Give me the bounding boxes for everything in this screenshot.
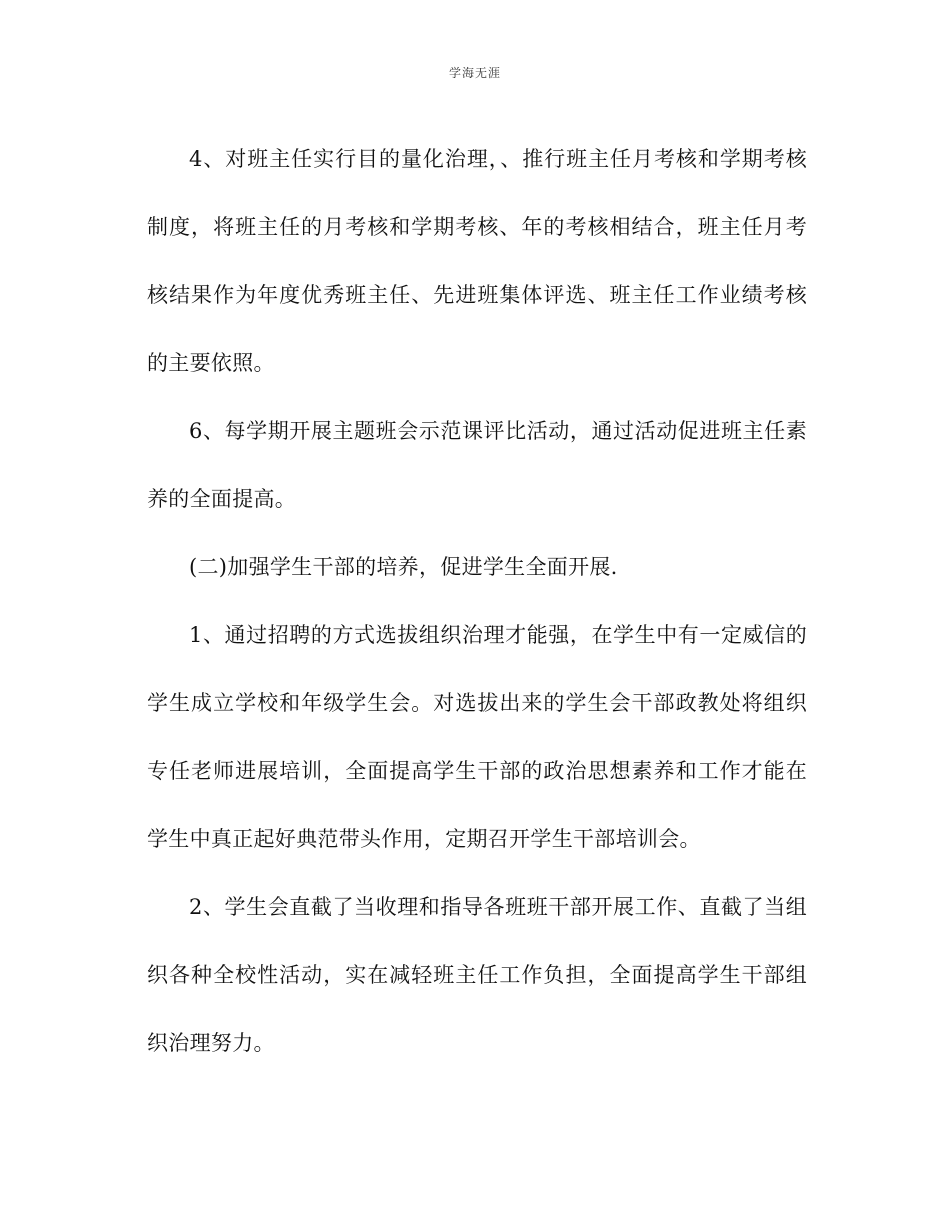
section-heading: (二)加强学生干部的培养，促进学生全面开展.: [189, 555, 618, 579]
paragraph-3: 1、通过招聘的方式选拔组织治理才能强，在学生中有一定威信的学生成立学校和年级学生会。对选拔出来的学生会干部政教处将组织专任老师进展培训，全面提高学生干部的政治思想素养和工作才能在学生中真正起好典范带头作用，定期召开学生干部培训会。: [147, 623, 807, 851]
page-header: 学海无涯: [448, 66, 501, 80]
paragraph-4: 2、学生会直截了当收理和指导各班班干部开展工作、直截了当组织各种全校性活动，实在减轻班主任工作负担，全面提高学生干部组织治理努力。: [147, 895, 807, 1055]
paragraph-1: 4、对班主任实行目的量化治理，、推行班主任月考核和学期考核制度，将班主任的月考核和学期考核、年的考核相结合，班主任月考核结果作为年度优秀班主任、先进班集体评选、班主任工作业绩考核的主要依照。: [147, 147, 807, 375]
document-body: [147, 125, 807, 1077]
paragraph-2: 6、每学期开展主题班会示范课评比活动，通过活动促进班主任素养的全面提高。: [147, 419, 807, 511]
